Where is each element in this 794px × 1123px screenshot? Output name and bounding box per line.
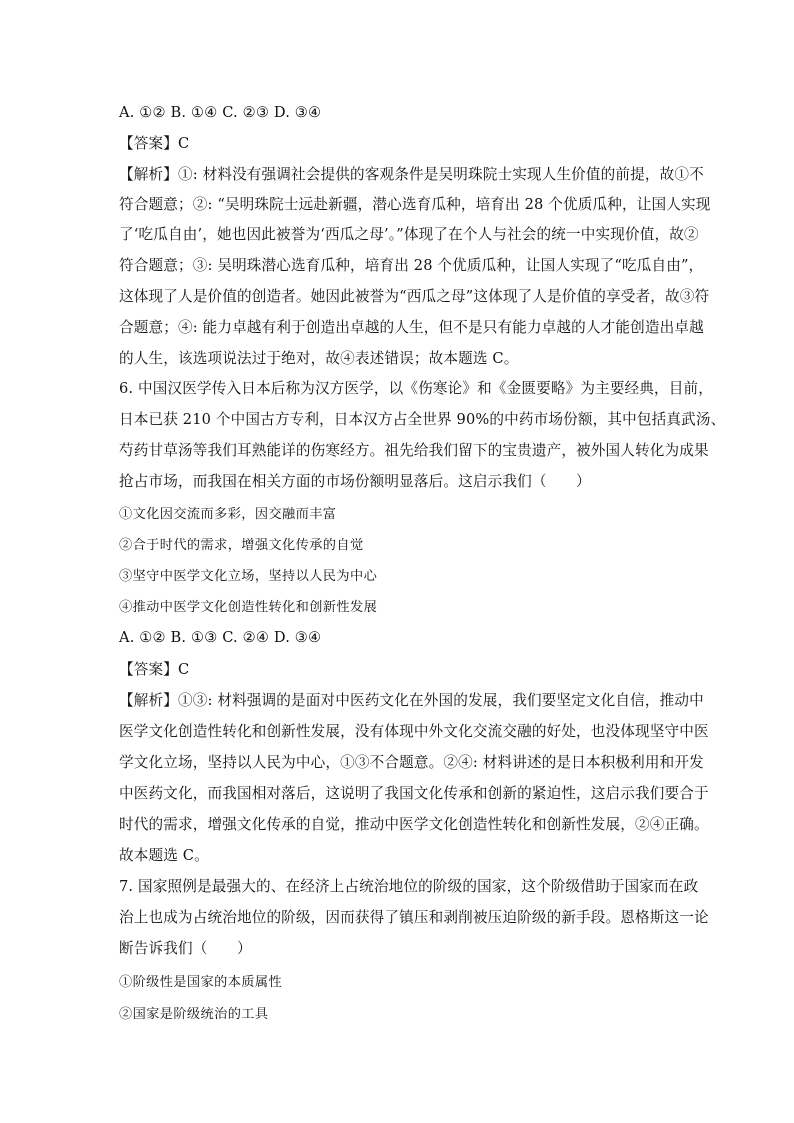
q7-stem-line: 断告诉我们（ ）	[119, 940, 252, 957]
q6-answer: 【答案】C	[119, 661, 190, 678]
q6-stem-line: 6. 中国汉医学传入日本后称为汉方医学，以《伤寒论》和《金匮要略》为主要经典，目前，	[119, 380, 714, 397]
q6-analysis-line: 学文化立场，坚持以人民为中心，①③不合题意。②④: 材料讲述的是日本积极利用和开发	[119, 754, 704, 771]
q7-stem-line: 7. 国家照例是最强大的、在经济上占统治地位的阶级的国家，这个阶级借助于国家而在政	[119, 878, 699, 895]
q5-analysis-line: 符合题意；②: “吴明珠院士远赴新疆，潜心选育瓜种，培育出 28 个优质瓜种，让国人实现	[119, 196, 711, 213]
q5-analysis-line: 符合题意；③: 吴明珠潜心选育瓜种，培育出 28 个优质瓜种，让国人实现了“吃瓜自由”，	[119, 257, 704, 274]
q7-item: ②国家是阶级统治的工具	[119, 1007, 269, 1022]
q7-stem-line: 治上也成为占统治地位的阶级，因而获得了镇压和剥削被压迫阶级的新手段。恩格斯这一论	[119, 909, 709, 926]
q5-analysis-line: 了‘吃瓜自由’，她也因此被誉为‘西瓜之母’。”体现了在个人与社会的统一中实现价值，故②	[119, 226, 699, 243]
q6-analysis-line: 【解析】①③: 材料强调的是面对中医药文化在外国的发展，我们要坚定文化自信，推动中	[119, 692, 704, 709]
q6-analysis-line: 时代的需求，增强文化传承的自觉，推动中医学文化创造性转化和创新性发展，②④正确。	[119, 816, 709, 833]
q6-analysis-line: 医学文化创造性转化和创新性发展，没有体现中外文化交流交融的好处，也没体现坚守中医	[119, 723, 709, 740]
q7-item: ①阶级性是国家的本质属性	[119, 975, 283, 990]
q5-options: A. ①② B. ①④ C. ②③ D. ③④	[119, 104, 322, 121]
q5-analysis-line: 【解析】①: 材料没有强调社会提供的客观条件是吴明珠院士实现人生价值的前提，故①不	[119, 166, 704, 183]
q5-analysis-line: 的人生，该选项说法过于绝对，故④表述错误；故本题选 C。	[119, 350, 519, 367]
q6-item: ③坚守中医学文化立场，坚持以人民为中心	[119, 569, 378, 584]
q6-analysis-line: 故本题选 C。	[119, 847, 209, 864]
q6-item: ①文化因交流而多彩，因交融而丰富	[119, 507, 337, 522]
q6-analysis-line: 中医药文化，而我国相对落后，这说明了我国文化传承和创新的紧迫性，这启示我们要合于	[119, 785, 709, 802]
q6-item: ④推动中医学文化创造性转化和创新性发展	[119, 600, 378, 615]
q6-options: A. ①② B. ①③ C. ②④ D. ③④	[119, 629, 322, 646]
q5-analysis-line: 这体现了人是价值的创造者。她因此被誉为“西瓜之母”这体现了人是价值的享受者，故③符	[119, 288, 710, 305]
q5-analysis-line: 合题意；④: 能力卓越有利于创造出卓越的人生，但不是只有能力卓越的人才能创造出卓越	[119, 319, 704, 336]
q6-stem-line: 芍药甘草汤等我们耳熟能详的伤寒经方。祖先给我们留下的宝贵遗产，被外国人转化为成果	[119, 442, 709, 459]
q5-answer: 【答案】C	[119, 135, 190, 152]
q6-item: ②合于时代的需求，增强文化传承的自觉	[119, 538, 364, 553]
q6-stem-line: 日本已获 210 个中国古方专利，日本汉方占全世界 90%的中药市场份额，其中包括真武汤、	[119, 411, 726, 428]
q6-stem-line: 抢占市场，而我国在相关方面的市场份额明显落后。这启示我们（ ）	[119, 473, 591, 490]
